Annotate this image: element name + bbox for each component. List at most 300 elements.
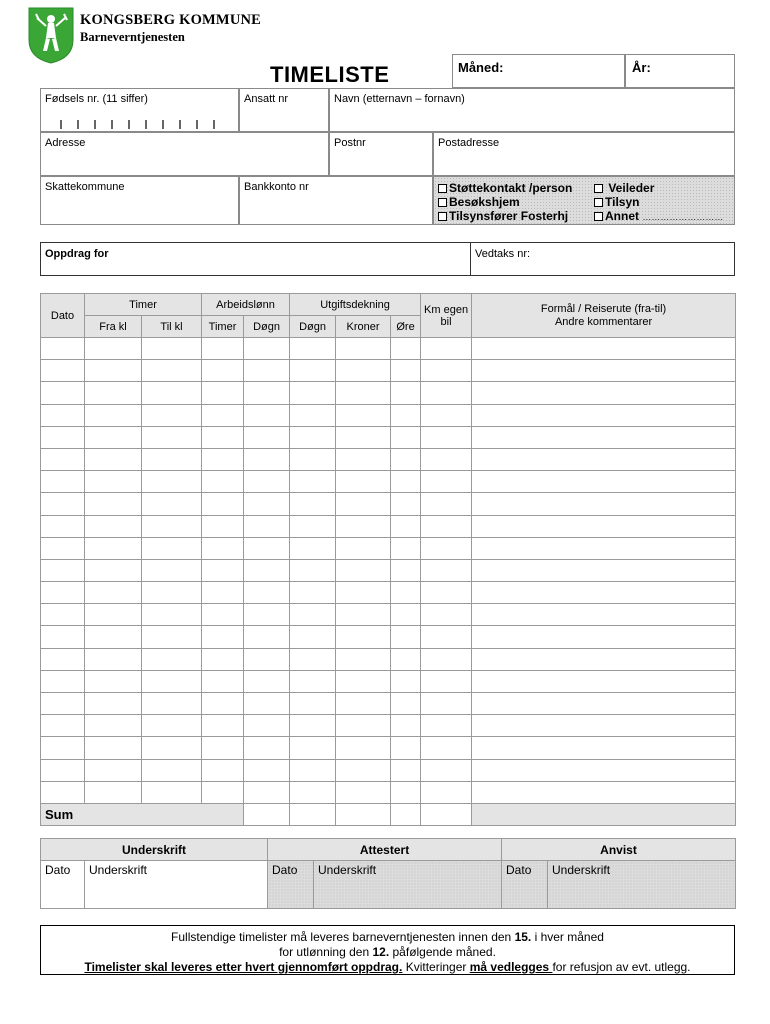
year-field[interactable] (625, 54, 735, 88)
birth-number-field[interactable] (40, 88, 239, 132)
timesheet-cell[interactable] (202, 471, 244, 493)
postal-address-field[interactable] (433, 132, 735, 176)
timesheet-cell[interactable] (336, 360, 391, 382)
table-row (41, 781, 736, 803)
timesheet-cell[interactable] (421, 670, 472, 692)
timesheet-cell[interactable] (142, 382, 202, 404)
timesheet-cell[interactable] (421, 471, 472, 493)
timesheet-cell[interactable] (421, 338, 472, 360)
col-header-formal-line1: Formål / Reiserute (fra-til) (540, 302, 667, 315)
birth-number-label: Fødsels nr. (11 siffer) (45, 93, 148, 105)
timesheet-cell[interactable] (336, 515, 391, 537)
timesheet-cell[interactable] (472, 448, 736, 470)
timesheet-cell[interactable] (202, 360, 244, 382)
anvist-signature-field[interactable] (548, 861, 736, 909)
timesheet-cell[interactable] (142, 626, 202, 648)
timesheet-cell[interactable] (202, 426, 244, 448)
sum-km-cell[interactable] (421, 803, 472, 825)
timesheet-cell[interactable] (336, 582, 391, 604)
timesheet-cell[interactable] (336, 715, 391, 737)
timesheet-cell[interactable] (41, 382, 85, 404)
col-header-arbeidslonn-group: Arbeidslønn (202, 294, 290, 316)
timesheet-cell[interactable] (244, 471, 290, 493)
timesheet-cell[interactable] (336, 448, 391, 470)
checkbox-icon[interactable] (594, 198, 603, 207)
checkbox-icon[interactable] (438, 184, 447, 193)
timesheet-cell[interactable] (244, 338, 290, 360)
tax-municipality-field[interactable] (40, 176, 239, 225)
timesheet-cell[interactable] (85, 604, 142, 626)
timesheet-cell[interactable] (421, 648, 472, 670)
date-label: Dato (506, 863, 532, 877)
timesheet-cell[interactable] (421, 537, 472, 559)
timesheet-cell[interactable] (336, 382, 391, 404)
organization-name: KONGSBERG KOMMUNE (80, 12, 262, 28)
bank-account-label: Bankkonto nr (244, 181, 309, 193)
timesheet-cell[interactable] (142, 338, 202, 360)
timesheet-cell[interactable] (142, 582, 202, 604)
timesheet-cell[interactable] (391, 759, 421, 781)
timesheet-cell[interactable] (202, 759, 244, 781)
timesheet-cell[interactable] (472, 648, 736, 670)
timesheet-cell[interactable] (290, 626, 336, 648)
timesheet-cell[interactable] (41, 448, 85, 470)
sum-formal-cell (472, 803, 736, 825)
timesheet-cell[interactable] (142, 360, 202, 382)
name-field[interactable] (329, 88, 735, 132)
timesheet-cell[interactable] (85, 648, 142, 670)
timesheet-cell[interactable] (142, 604, 202, 626)
col-header-formal (472, 294, 736, 338)
sum-kroner-cell[interactable] (336, 803, 391, 825)
timesheet-cell[interactable] (41, 693, 85, 715)
table-row (41, 582, 736, 604)
timesheet-cell[interactable] (41, 493, 85, 515)
timesheet-cell[interactable] (202, 693, 244, 715)
date-label: Dato (272, 863, 298, 877)
table-row (41, 670, 736, 692)
timesheet-cell[interactable] (202, 781, 244, 803)
sum-dogn-utgift-cell[interactable] (290, 803, 336, 825)
timesheet-cell[interactable] (85, 448, 142, 470)
timesheet-cell[interactable] (290, 737, 336, 759)
timesheet-cell[interactable] (202, 382, 244, 404)
sum-dogn-cell[interactable] (244, 803, 290, 825)
table-row (41, 404, 736, 426)
table-row (41, 338, 736, 360)
timesheet-cell[interactable] (391, 781, 421, 803)
timesheet-cell[interactable] (41, 759, 85, 781)
timesheet-cell[interactable] (142, 715, 202, 737)
timesheet-cell[interactable] (290, 604, 336, 626)
timesheet-cell[interactable] (472, 604, 736, 626)
timesheet-cell[interactable] (290, 493, 336, 515)
timesheet-cell[interactable] (202, 537, 244, 559)
timesheet-cell[interactable] (290, 559, 336, 581)
col-header-km: Km egen bil (421, 294, 472, 338)
timesheet-cell[interactable] (85, 426, 142, 448)
timesheet-cell[interactable] (202, 493, 244, 515)
timesheet-cell[interactable] (391, 360, 421, 382)
timesheet-cell[interactable] (85, 626, 142, 648)
timesheet-cell[interactable] (244, 715, 290, 737)
page-title: TIMELISTE (270, 62, 390, 87)
timesheet-cell[interactable] (142, 670, 202, 692)
employee-number-label: Ansatt nr (244, 93, 289, 105)
timesheet-cell[interactable] (244, 604, 290, 626)
table-row (41, 604, 736, 626)
timesheet-cell[interactable] (290, 404, 336, 426)
category-besokshjem[interactable]: Besøkshjem (438, 195, 520, 209)
timesheet-cell[interactable] (290, 693, 336, 715)
timesheet-cell[interactable] (472, 559, 736, 581)
timesheet-cell[interactable] (85, 693, 142, 715)
attestert-signature-field[interactable] (314, 861, 502, 909)
timesheet-cell[interactable] (41, 670, 85, 692)
timesheet-cell[interactable] (41, 626, 85, 648)
timesheet-cell[interactable] (391, 537, 421, 559)
timesheet-cell[interactable] (142, 537, 202, 559)
timesheet-cell[interactable] (142, 426, 202, 448)
notice-line-3: Timelister skal leveres etter hvert gjennomført oppdrag. Kvitteringer må vedlegges for refusjon av evt. utlegg. (84, 960, 691, 974)
timesheet-cell[interactable] (244, 448, 290, 470)
timesheet-cell[interactable] (472, 759, 736, 781)
timesheet-cell[interactable] (142, 693, 202, 715)
timesheet-cell[interactable] (41, 338, 85, 360)
timesheet-cell[interactable] (421, 582, 472, 604)
category-annet[interactable]: Annet ……………………… (594, 209, 723, 223)
underskrift-date-field[interactable] (41, 861, 85, 909)
col-header-formal-line2: Andre kommentarer (554, 315, 653, 328)
col-header-utgiftsdekning-group: Utgiftsdekning (290, 294, 421, 316)
timesheet-cell[interactable] (391, 382, 421, 404)
timesheet-cell[interactable] (41, 360, 85, 382)
digit-separator-ticks (59, 120, 239, 130)
timesheet-cell[interactable] (244, 693, 290, 715)
timesheet-cell[interactable] (391, 448, 421, 470)
month-label: Måned: (458, 60, 504, 75)
timesheet-cell[interactable] (421, 715, 472, 737)
timesheet-cell[interactable] (421, 382, 472, 404)
timesheet-cell[interactable] (142, 559, 202, 581)
timesheet-cell[interactable] (290, 670, 336, 692)
timesheet-cell[interactable] (336, 648, 391, 670)
timesheet-cell[interactable] (85, 582, 142, 604)
timesheet-cell[interactable] (391, 670, 421, 692)
timesheet-cell[interactable] (41, 515, 85, 537)
notice-line-2: for utlønning den 12. påfølgende måned. (279, 945, 496, 959)
table-row (41, 360, 736, 382)
timesheet-cell[interactable] (421, 448, 472, 470)
timesheet-cell[interactable] (472, 338, 736, 360)
employee-number-field[interactable] (239, 88, 329, 132)
timesheet-cell[interactable] (336, 759, 391, 781)
decision-number-field[interactable] (470, 242, 735, 276)
timesheet-cell[interactable] (472, 626, 736, 648)
timesheet-cell[interactable] (244, 648, 290, 670)
timesheet-cell[interactable] (41, 648, 85, 670)
timesheet-cell[interactable] (202, 648, 244, 670)
timesheet-cell[interactable] (391, 693, 421, 715)
timesheet-cell[interactable] (85, 360, 142, 382)
attestert-date-field[interactable] (268, 861, 314, 909)
table-row (41, 426, 736, 448)
timesheet-cell[interactable] (202, 670, 244, 692)
timesheet-cell[interactable] (391, 471, 421, 493)
timesheet-cell[interactable] (336, 693, 391, 715)
timesheet-cell[interactable] (142, 759, 202, 781)
timesheet-cell[interactable] (290, 360, 336, 382)
timesheet-cell[interactable] (472, 382, 736, 404)
timesheet-cell[interactable] (472, 715, 736, 737)
timesheet-cell[interactable] (336, 426, 391, 448)
timesheet-cell[interactable] (472, 493, 736, 515)
postal-address-label: Postadresse (438, 137, 500, 149)
sum-row (41, 803, 736, 825)
timesheet-cell[interactable] (202, 582, 244, 604)
timesheet-cell[interactable] (41, 737, 85, 759)
timesheet-cell[interactable] (85, 737, 142, 759)
timesheet-cell[interactable] (290, 382, 336, 404)
timesheet-cell[interactable] (391, 737, 421, 759)
timesheet-cell[interactable] (391, 515, 421, 537)
timesheet-cell[interactable] (244, 582, 290, 604)
timesheet-cell[interactable] (85, 781, 142, 803)
col-header-til-kl: Til kl (142, 316, 202, 338)
category-veileder[interactable]: Veileder (594, 181, 654, 195)
timesheet-cell[interactable] (85, 493, 142, 515)
timesheet-cell[interactable] (421, 493, 472, 515)
timesheet-cell[interactable] (472, 404, 736, 426)
timesheet-cell[interactable] (41, 426, 85, 448)
timesheet-cell[interactable] (290, 759, 336, 781)
postcode-field[interactable] (329, 132, 433, 176)
timesheet-cell[interactable] (41, 582, 85, 604)
timesheet-cell[interactable] (202, 626, 244, 648)
timesheet-cell[interactable] (244, 426, 290, 448)
timesheet-cell[interactable] (85, 559, 142, 581)
anvist-date-field[interactable] (502, 861, 548, 909)
month-field[interactable] (452, 54, 625, 88)
timesheet-cell[interactable] (472, 781, 736, 803)
timesheet-cell[interactable] (41, 781, 85, 803)
timesheet-cell[interactable] (421, 360, 472, 382)
timesheet-cell[interactable] (391, 338, 421, 360)
timesheet-cell[interactable] (244, 781, 290, 803)
address-field[interactable] (40, 132, 329, 176)
col-header-dogn: Døgn (244, 316, 290, 338)
timesheet-cell[interactable] (290, 648, 336, 670)
signature-header-attestert: Attestert (268, 839, 502, 861)
timesheet-cell[interactable] (85, 670, 142, 692)
timesheet-cell[interactable] (391, 715, 421, 737)
timesheet-cell[interactable] (472, 670, 736, 692)
table-row (41, 715, 736, 737)
timesheet-cell[interactable] (85, 515, 142, 537)
timesheet-cell[interactable] (472, 360, 736, 382)
timesheet-cell[interactable] (336, 559, 391, 581)
timesheet-cell[interactable] (41, 715, 85, 737)
timesheet-cell[interactable] (336, 626, 391, 648)
timesheet-cell[interactable] (244, 737, 290, 759)
timesheet-cell[interactable] (391, 648, 421, 670)
timesheet-cell[interactable] (142, 515, 202, 537)
timesheet-cell[interactable] (472, 582, 736, 604)
timesheet-cell[interactable] (391, 626, 421, 648)
timesheet-cell[interactable] (142, 471, 202, 493)
timesheet-cell[interactable] (244, 404, 290, 426)
timesheet-cell[interactable] (290, 338, 336, 360)
timesheet-cell[interactable] (202, 338, 244, 360)
timesheet-cell[interactable] (290, 715, 336, 737)
timesheet-cell[interactable] (41, 604, 85, 626)
timesheet-cell[interactable] (142, 404, 202, 426)
timesheet-cell[interactable] (391, 559, 421, 581)
timesheet-cell[interactable] (244, 559, 290, 581)
timesheet-cell[interactable] (336, 471, 391, 493)
timesheet-cell[interactable] (244, 537, 290, 559)
timesheet-cell[interactable] (290, 781, 336, 803)
timesheet-cell[interactable] (142, 781, 202, 803)
timesheet-cell[interactable] (244, 626, 290, 648)
timesheet-cell[interactable] (391, 582, 421, 604)
decision-number-label: Vedtaks nr: (475, 248, 531, 260)
timesheet-cell[interactable] (391, 404, 421, 426)
timesheet-cell[interactable] (202, 604, 244, 626)
timesheet-cell[interactable] (336, 670, 391, 692)
timesheet-cell[interactable] (290, 582, 336, 604)
timesheet-cell[interactable] (85, 537, 142, 559)
col-header-timer: Timer (202, 316, 244, 338)
table-row (41, 693, 736, 715)
timesheet-cell[interactable] (421, 426, 472, 448)
checkbox-icon[interactable] (438, 198, 447, 207)
timesheet-cell[interactable] (244, 515, 290, 537)
timesheet-cell[interactable] (41, 404, 85, 426)
signature-label: Underskrift (552, 863, 611, 877)
timesheet-cell[interactable] (336, 338, 391, 360)
timesheet-cell[interactable] (244, 759, 290, 781)
timesheet-cell[interactable] (244, 670, 290, 692)
timesheet-cell[interactable] (421, 781, 472, 803)
name-label: Navn (etternavn – fornavn) (334, 93, 465, 105)
timesheet-cell[interactable] (336, 404, 391, 426)
timesheet-cell[interactable] (142, 448, 202, 470)
table-row (41, 648, 736, 670)
signature-label: Underskrift (318, 863, 377, 877)
bank-account-field[interactable] (239, 176, 433, 225)
checkbox-icon[interactable] (594, 212, 603, 221)
timesheet-cell[interactable] (472, 537, 736, 559)
timesheet-cell[interactable] (472, 515, 736, 537)
timesheet-table (40, 293, 736, 826)
timesheet-cell[interactable] (142, 648, 202, 670)
category-stottekontakt[interactable]: Støttekontakt /person (438, 181, 572, 195)
timesheet-cell[interactable] (202, 404, 244, 426)
postcode-label: Postnr (334, 137, 366, 149)
timesheet-cell[interactable] (336, 537, 391, 559)
sum-ore-cell[interactable] (391, 803, 421, 825)
timesheet-cell[interactable] (85, 471, 142, 493)
timesheet-cell[interactable] (290, 448, 336, 470)
timesheet-cell[interactable] (142, 493, 202, 515)
timesheet-cell[interactable] (336, 781, 391, 803)
timesheet-cell[interactable] (290, 426, 336, 448)
timesheet-cell[interactable] (85, 382, 142, 404)
timesheet-cell[interactable] (421, 693, 472, 715)
notice-line-1: Fullstendige timelister må leveres barneverntjenesten innen den 15. i hver måned (171, 930, 604, 944)
timesheet-cell[interactable] (421, 515, 472, 537)
col-header-dato: Dato (41, 294, 85, 338)
checkbox-icon[interactable] (438, 212, 447, 221)
category-tilsyn[interactable]: Tilsyn (594, 195, 639, 209)
timesheet-cell[interactable] (85, 404, 142, 426)
timesheet-cell[interactable] (421, 626, 472, 648)
timesheet-cell[interactable] (421, 404, 472, 426)
timesheet-cell[interactable] (244, 493, 290, 515)
timesheet-cell[interactable] (85, 759, 142, 781)
table-row (41, 537, 736, 559)
timesheet-cell[interactable] (391, 493, 421, 515)
table-row (41, 515, 736, 537)
timesheet-cell[interactable] (421, 737, 472, 759)
table-row (41, 759, 736, 781)
timesheet-cell[interactable] (336, 737, 391, 759)
timesheet-cell[interactable] (202, 559, 244, 581)
category-box (433, 176, 735, 225)
timesheet-cell[interactable] (391, 604, 421, 626)
timesheet-cell[interactable] (202, 737, 244, 759)
timesheet-cell[interactable] (472, 426, 736, 448)
timesheet-cell[interactable] (336, 493, 391, 515)
timesheet-cell[interactable] (421, 759, 472, 781)
timesheet-cell[interactable] (391, 426, 421, 448)
timesheet-cell[interactable] (421, 559, 472, 581)
assignment-field[interactable] (40, 242, 471, 276)
submission-notice (40, 925, 735, 975)
timesheet-cell[interactable] (290, 471, 336, 493)
timesheet-cell[interactable] (85, 715, 142, 737)
timesheet-cell[interactable] (290, 515, 336, 537)
timesheet-cell[interactable] (472, 693, 736, 715)
timesheet-cell[interactable] (472, 471, 736, 493)
table-row (41, 626, 736, 648)
category-tilsynsforer[interactable]: Tilsynsfører Fosterhj (438, 209, 568, 223)
timesheet-cell[interactable] (336, 604, 391, 626)
timesheet-cell[interactable] (472, 737, 736, 759)
timesheet-cell[interactable] (41, 471, 85, 493)
timesheet-cell[interactable] (244, 382, 290, 404)
timesheet-cell[interactable] (202, 515, 244, 537)
timesheet-cell[interactable] (41, 559, 85, 581)
timesheet-cell[interactable] (202, 715, 244, 737)
col-header-kroner: Kroner (336, 316, 391, 338)
timesheet-body (41, 338, 736, 826)
timesheet-cell[interactable] (41, 537, 85, 559)
checkbox-icon[interactable] (594, 184, 603, 193)
assignment-label: Oppdrag for (45, 248, 109, 260)
underskrift-signature-field[interactable] (85, 861, 268, 909)
timesheet-cell[interactable] (142, 737, 202, 759)
table-row (41, 471, 736, 493)
signature-header-underskrift: Underskrift (41, 839, 268, 861)
timesheet-cell[interactable] (202, 448, 244, 470)
timesheet-cell[interactable] (421, 604, 472, 626)
timesheet-cell[interactable] (85, 338, 142, 360)
timesheet-cell[interactable] (244, 360, 290, 382)
table-row (41, 448, 736, 470)
timesheet-cell[interactable] (290, 537, 336, 559)
